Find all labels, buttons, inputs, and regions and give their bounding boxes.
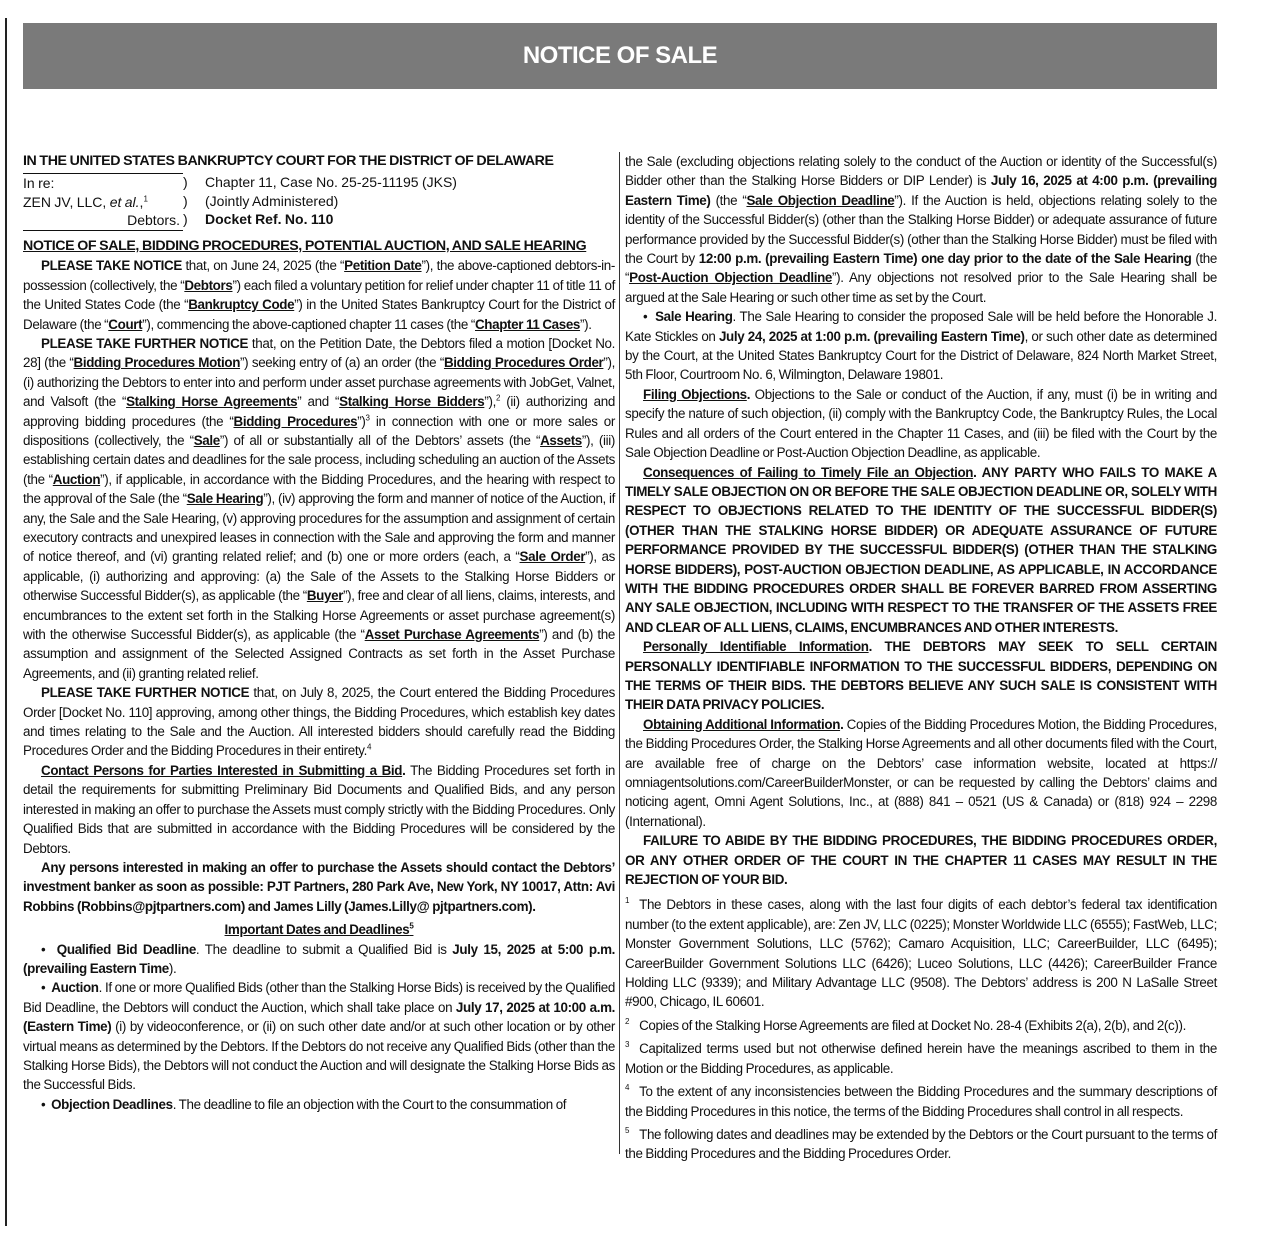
caption-parens: ) ) ) xyxy=(183,174,188,228)
paragraph-contact-persons: Contact Persons for Parties Interested in Submitting a Bid. The Bidding Procedures set forth in detail the requirements for submitting Preliminary Bid Documents and Qualified Bids, and any person interested in making an offer to purchase the Assets must comply strictly with the Bidding Procedures. Only Qualified Bids that are submitted in accordance with the Bidding Procedures will be considered by the Debtors. xyxy=(23,762,615,856)
bullet-sale-hearing: • Sale Hearing. The Sale Hearing to consider the proposed Sale will be held before the Honorable J. Kate Stickles on July 24, 2025 at 1:00 p.m. (prevailing Eastern Time), or such other date as determined by the Court, at the United States Bankruptcy Court for the District of Delaware, 824 North Market Street, 5th Floor, Courtroom No. 6, Wilmington, Delaware 19801. xyxy=(625,309,1217,383)
column-divider xyxy=(619,152,620,1154)
bullet-objection-deadlines: • Objection Deadlines. The deadline to file an objection with the Court to the consummation of xyxy=(41,1096,567,1112)
footnotes xyxy=(625,895,1217,1163)
notice-heading: NOTICE OF SALE, BIDDING PROCEDURES, POTENTIAL AUCTION, AND SALE HEARING xyxy=(23,237,587,254)
paragraph-additional-info: Obtaining Additional Information. Copies of the Bidding Procedures Motion, the Bidding Procedures, the Bidding Procedures Order, the Stalking Horse Agreements and all other documents filed with the Court, are available free of charge on the Debtors’ case information website, located at https:// omniagentsolutions.com/CareerBuilderMonster, or can be requested by calling the Debtors’ claims and noticing agent, Omni Agent Solutions, Inc., at (888) 841 – 0521 (US & Canada) or (818) 924 – 2298 (International). xyxy=(625,716,1217,829)
caption-debtors-label: Debtors. xyxy=(23,211,183,231)
paragraph-motion: PLEASE TAKE FURTHER NOTICE that, on the Petition Date, the Debtors filed a motion [Docket No. 28] (the “Bidding Procedures Motion”) seeking entry of (a) an order (the “Bidding Procedures Order”), (i) authorizing the Debtors to enter into and perform under asset purchase agreements with JobGet, Valnet, and Valsoft (the “Stalking Horse Agreements” and “Stalking Horse Bidders”),$^2$ (ii) authorizing and approving bidding procedures (the “Bidding Procedures”)$^3$ in connection with one or more sales or dispositions (collectively, the “Sale”) of all or substantially all of the Debtors’ assets (the “Assets”), (iii) establishing certain dates and deadlines for the sale process, including scheduling an auction of the Assets (the “Auction”), if applicable, in accordance with the Bidding Procedures, and the hearing with respect to the approval of the Sale (the “Sale Hearing”), (iv) approving the form and manner of notice of the Auction, if any, the Sale and the Sale Hearing, (v) approving procedures for the assumption and assignment of certain executory contracts and unexpired leases in connection with the Sale and approving the form and manner of notice thereof, and (vi) granting related relief; and (b) one or more orders (each, a “Sale Order”), as applicable, (i) authorizing and approving: (a) the Sale of the Assets to the Stalking Horse Bidders or otherwise Successful Bidder(s), as applicable (the “Buyer”), free and clear of all liens, claims, interests, and encumbrances to the extent set forth in the Stalking Horse Agreements or asset purchase agreement(s) with the otherwise Successful Bidder(s), as applicable (the “Asset Purchase Agreements”) and (b) the assumption and assignment of the Selected Assigned Contracts as set forth in the Asset Purchase Agreements, and (ii) granting related relief. xyxy=(23,335,616,681)
paragraph-objection-cont: the Sale (excluding objections relating solely to the conduct of the Auction or identity of the Successful(s) Bidder other than the Stalking Horse Bidders or DIP Lender) is July 16, 2025 at 4:00 p.m. (prevailing Eastern Time) (the “Sale Objection Deadline”). If the Auction is held, objections relating solely to the identity of the Successful Bidder(s) (other than the Stalking Horse Bidder) or adequate assurance of future performance provided by the Successful Bidder(s) (other than the Stalking Horse Bidder) must be filed with the Court by 12:00 p.m. (prevailing Eastern Time) one day prior to the date of the Sale Hearing (the “Post-Auction Objection Deadline”). Any objections not resolved prior to the Sale Hearing shall be argued at the Sale Hearing or such other time as set by the Court. xyxy=(625,154,1217,305)
footnote-3: $^3$ Capitalized terms used but not otherwise defined herein have the meanings ascribed to them in the Motion or the Bidding Procedures, as applicable. xyxy=(625,1040,1217,1076)
caption-case-info xyxy=(205,173,615,231)
footnote-5: $^5$ The following dates and deadlines may be extended by the Debtors or the Court pursuant to the terms of the Bidding Procedures and the Bidding Procedures Order. xyxy=(625,1125,1217,1162)
bullet-auction: • Auction. If one or more Qualified Bids (other than the Stalking Horse Bids) is received by the Qualified Bid Deadline, the Debtors will conduct the Auction, which shall take place on July 17, 2025 at 10:00 a.m. (Eastern Time) (i) by videoconference, or (ii) on such other date and/or at such other location or by other virtual means as determined by the Debtors. If the Debtors do not receive any Qualified Bids (other than the Stalking Horse Bids), the Debtors will not conduct the Auction and will designate the Stalking Horse Bids as the Successful Bids. xyxy=(23,980,615,1093)
paragraph-order-entered: PLEASE TAKE FURTHER NOTICE that, on July 8, 2025, the Court entered the Bidding Procedures Order [Docket No. 110] approving, among other things, the Bidding Procedures, which establish key dates and times relating to the Sale and the Auction. All interested bidders should carefully read the Bidding Procedures Order and the Bidding Procedures in their entirety.$^4$ xyxy=(23,685,615,759)
right-column xyxy=(625,152,1217,1164)
left-margin-rule xyxy=(5,18,7,1226)
footnote-1: $^1$ The Debtors in these cases, along with the last four digits of each debtor’s federal tax identification number (to the extent applicable), are: Zen JV, LLC (0225); Monster Worldwide LLC (6555); FastWeb, LLC; Monster Government Solutions, LLC (5762); Camaro Acquisition, LLC; CareerBuilder, LLC (6495); CareerBuilder Government Solutions LLC (6426); Luceo Solutions, LLC (4426); CareerBuilder France Holding LLC (9339); and Military Advantage LLC (9508). The Debtors’ address is 200 N LaSalle Street #900, Chicago, IL 60601. xyxy=(625,896,1217,1010)
caption-chapter-case: Chapter 11, Case No. 25-25-11195 (JKS) xyxy=(205,174,457,191)
caption-jointly: (Jointly Administered) xyxy=(205,192,339,209)
banner-title: NOTICE OF SALE xyxy=(522,42,718,69)
paragraph-pii: Personally Identifiable Information. THE DEBTORS MAY SEEK TO SELL CERTAIN PERSONALLY IDENTIFIABLE INFORMATION TO THE SUCCESSFUL BIDDERS, DEPENDING ON THE TERMS OF THEIR BIDS. THE DEBTORS BELIEVE ANY SUCH SALE IS CONSISTENT WITH THEIR DATA PRIVACY POLICIES. xyxy=(625,639,1217,713)
caption-debtor-name: ZEN JV, LLC, et al.,$^1$ xyxy=(23,193,148,210)
footnote-2: $^2$ Copies of the Stalking Horse Agreements are filed at Docket No. 28-4 (Exhibits 2(a), 2(b), and 2(c)). xyxy=(625,1016,1186,1033)
caption-parties xyxy=(23,173,183,231)
paragraph-banker-contact: Any persons interested in making an offer to purchase the Assets should contact the Debtors’ investment banker as soon as possible: PJT Partners, 280 Park Ave, New York, NY 10017, Attn: Avi Robbins (Robbins@pjtpartners.com) and James Lilly (James.Lilly@ pjtpartners.com). xyxy=(23,859,615,914)
paragraph-petition: PLEASE TAKE NOTICE that, on June 24, 2025 (the “Petition Date”), the above-captioned debtors-in-possession (collectively, the “Debtors”) each filed a voluntary petition for relief under chapter 11 of title 11 of the United States Code (the “Bankruptcy Code”) in the United States Bankruptcy Court for the District of Delaware (the “Court”), commencing the above-captioned chapter 11 cases (the “Chapter 11 Cases”). xyxy=(23,258,616,332)
court-heading: IN THE UNITED STATES BANKRUPTCY COURT FOR THE DISTRICT OF DELAWARE xyxy=(23,153,554,169)
paragraph-final-warning: FAILURE TO ABIDE BY THE BIDDING PROCEDURES, THE BIDDING PROCEDURES ORDER, OR ANY OTHER ORDER OF THE COURT IN THE CHAPTER 11 CASES MAY RESULT IN THE REJECTION OF YOUR BID. xyxy=(625,833,1217,888)
case-caption xyxy=(23,173,615,231)
caption-in-re: In re: xyxy=(23,173,183,193)
footnote-4: $^4$ To the extent of any inconsistencies between the Bidding Procedures and the summary descriptions of the Bidding Procedures in this notice, the terms of the Bidding Procedures shall control in all respects. xyxy=(625,1083,1217,1119)
caption-docket: Docket Ref. No. 110 xyxy=(205,211,334,228)
notice-banner xyxy=(23,23,1217,89)
paragraph-filing-objections: Filing Objections. Objections to the Sale or conduct of the Auction, if any, must (i) be in writing and specify the nature of such objection, (ii) comply with the Bankruptcy Code, the Bankruptcy Rules, the Local Rules and all orders of the Court entered in the Chapter 11 Cases, and (iii) be filed with the Court by the Sale Objection Deadline or Post-Auction Objection Deadline, as applicable. xyxy=(625,386,1218,461)
left-column xyxy=(23,152,615,1114)
paragraph-consequences: Consequences of Failing to Timely File an Objection. ANY PARTY WHO FAILS TO MAKE A TIMELY SALE OBJECTION ON OR BEFORE THE SALE OBJECTION DEADLINE OR, SOLELY WITH RESPECT TO OBJECTIONS RELATED TO THE IDENTITY OF THE SUCCESSFUL BIDDER(S) (OTHER THAN THE STALKING HORSE BIDDER) OR ADEQUATE ASSURANCE OF FUTURE PERFORMANCE PROVIDED BY THE SUCCESSFUL BIDDER(S) (OTHER THAN THE STALKING HORSE BIDDERS), POST-AUCTION OBJECTION DEADLINE, AS APPLICABLE, IN ACCORDANCE WITH THE BIDDING PROCEDURES ORDER SHALL BE FOREVER BARRED FROM ASSERTING ANY SALE OBJECTION, INCLUDING WITH RESPECT TO THE TRANSFER OF THE ASSETS FREE AND CLEAR OF ALL LIENS, CLAIMS, ENCUMBRANCES AND OTHER INTERESTS. xyxy=(625,464,1217,635)
subheading-dates: Important Dates and Deadlines$^5$ xyxy=(224,921,414,938)
bullet-qualified-bid: • Qualified Bid Deadline. The deadline to submit a Qualified Bid is July 15, 2025 at 5:00 p.m. (prevailing Eastern Time). xyxy=(23,941,615,976)
